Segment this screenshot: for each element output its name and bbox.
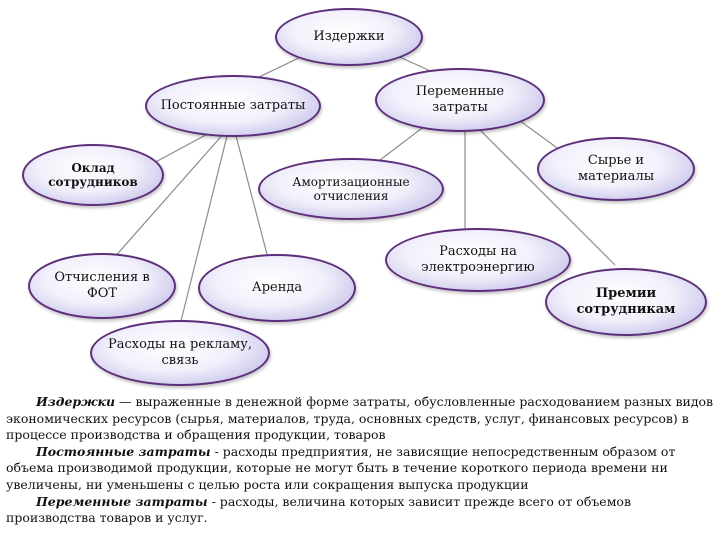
node-fixed-costs: Постоянные затраты: [145, 75, 321, 137]
node-variable-costs: Переменные затраты: [375, 68, 545, 132]
node-bonuses: Премии сотрудникам: [545, 268, 707, 336]
node-electricity: Расходы на электроэнергию: [385, 228, 571, 292]
node-depreciation: Амортизационные отчисления: [258, 158, 444, 220]
term-fixed: Постоянные затраты: [36, 443, 211, 459]
definition-variable: [6, 494, 714, 527]
definitions-text: [6, 394, 714, 527]
node-rent: Аренда: [198, 254, 356, 322]
node-payroll-deductions: Отчисления в ФОТ: [28, 253, 176, 319]
definition-fixed: [6, 444, 714, 494]
node-advertising: Расходы на рекламу, связь: [90, 320, 270, 386]
definition-costs: [6, 394, 714, 444]
text-variable: - расходы, величина которых зависит прежде всего от объемов производства товаров и услуг.: [6, 493, 631, 526]
text-costs: — выраженные в денежной форме затраты, обусловленные расходованием разных видов экономических ресурсов (сырья, материалов, труда, основных средств, услуг, финансовых ресурсов) в процессе производства и обращения продукции, товаров: [6, 394, 714, 443]
node-salary: Оклад сотрудников: [22, 144, 164, 206]
term-costs: Издержки: [36, 394, 116, 409]
node-costs: Издержки: [275, 8, 423, 66]
node-raw-materials: Сырье и материалы: [537, 137, 695, 201]
term-variable: Переменные затраты: [36, 493, 208, 509]
text-fixed: - расходы предприятия, не зависящие непосредственным образом от объема производимой продукции, которые не могут быть в течение короткого периода времени ни увеличены, ни уменьшены с целью роста или сокращения выпуска продукции: [6, 443, 676, 492]
